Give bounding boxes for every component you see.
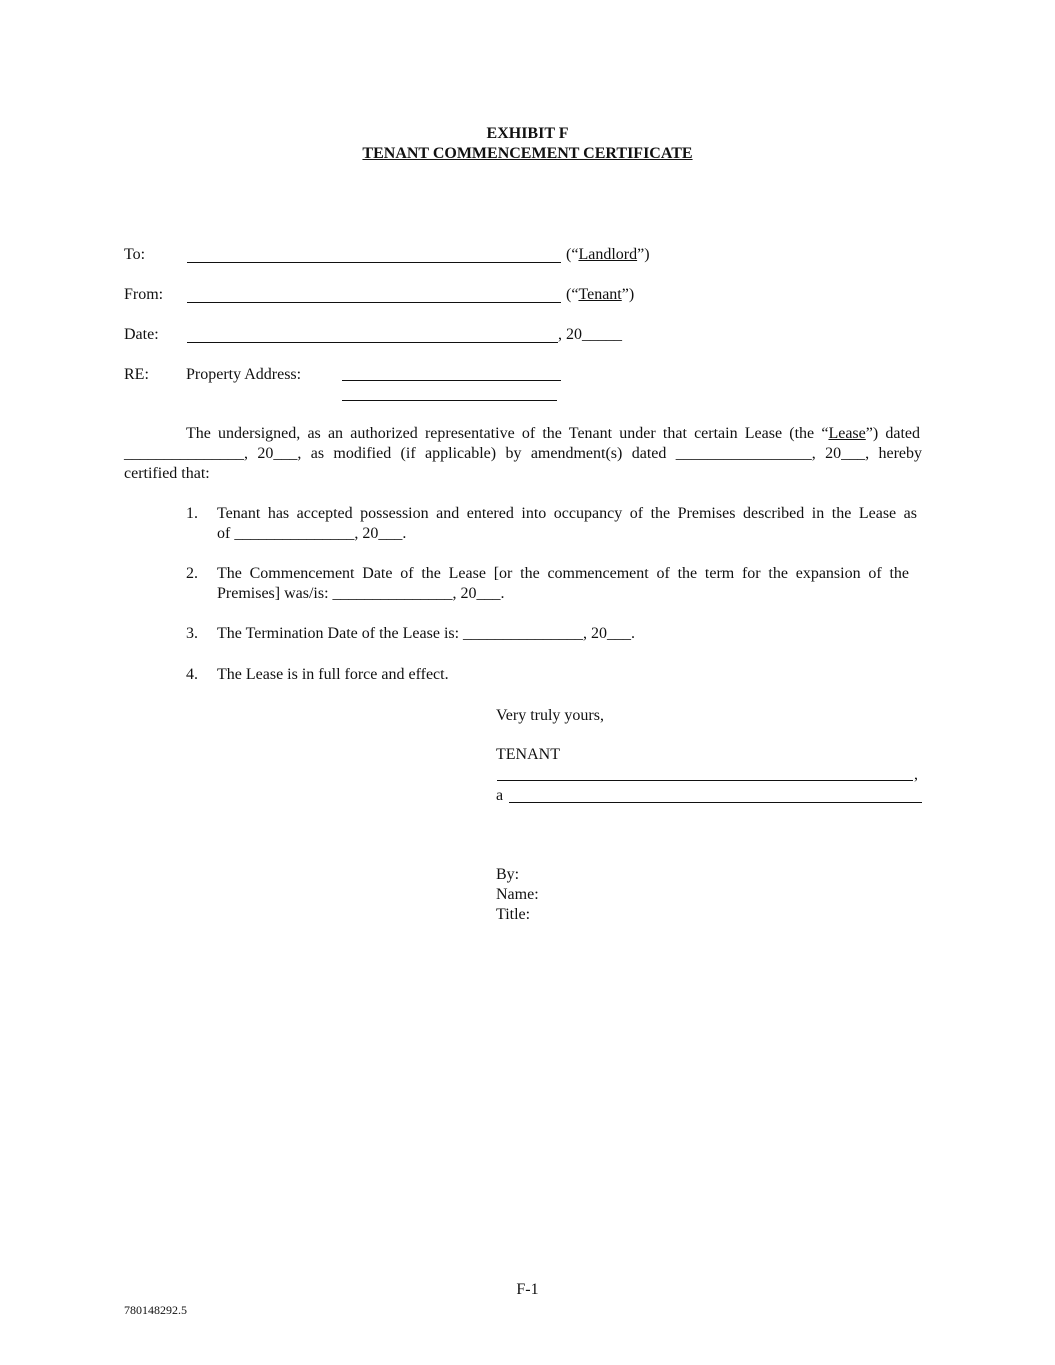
entity-a-label: a	[496, 787, 504, 804]
from-label: From:	[124, 286, 164, 303]
item-3-line-1: The Termination Date of the Lease is: _______________, 20___.	[217, 625, 636, 642]
tenant-defined-term	[566, 285, 634, 305]
tenant-term: Tenant	[578, 286, 622, 303]
intro-line-3: certified that:	[124, 465, 210, 482]
page-number: F-1	[516, 1281, 539, 1298]
from-blank-line[interactable]	[187, 302, 561, 303]
landlord-close-quote: ”)	[637, 246, 650, 263]
lease-term: Lease	[828, 425, 866, 442]
intro-line-1-a: The undersigned, as an authorized representative of the Tenant under that certain Lease (the “	[186, 425, 829, 442]
tenant-name-comma: ,	[914, 766, 918, 783]
intro-line-2: _______________, 20___, as modified (if applicable) by amendment(s) dated _________________, 20___, hereby	[124, 445, 922, 462]
tenant-party-label: TENANT	[496, 746, 560, 763]
date-label: Date:	[124, 326, 159, 343]
intro-line-1-b: ”) dated	[865, 425, 921, 442]
item-1-line-2: of _______________, 20___.	[217, 525, 407, 542]
name-label: Name:	[496, 886, 539, 903]
item-4-line-1: The Lease is in full force and effect.	[217, 666, 449, 683]
to-label: To:	[124, 246, 146, 263]
re-label: RE:	[124, 366, 149, 383]
by-label: By:	[496, 866, 520, 883]
item-number: 2.	[186, 565, 198, 582]
item-1-line-1: Tenant has accepted possession and entered into occupancy of the Premises described in the Lease as	[217, 505, 917, 522]
exhibit-label: EXHIBIT F	[486, 125, 569, 142]
tenant-close-quote: ”)	[621, 286, 635, 303]
property-address-line-2[interactable]	[342, 400, 557, 401]
item-2-line-2: Premises] was/is: _______________, 20___.	[217, 585, 505, 602]
tenant-open-quote: (“	[566, 286, 579, 303]
item-number: 1.	[186, 505, 198, 522]
property-address-line-1[interactable]	[342, 380, 561, 381]
item-number: 3.	[186, 625, 198, 642]
landlord-defined-term	[566, 245, 650, 265]
date-blank-line[interactable]	[187, 342, 558, 343]
title-label: Title:	[496, 906, 531, 923]
item-number: 4.	[186, 666, 198, 683]
tenant-name-line[interactable]	[497, 780, 913, 781]
property-address-label: Property Address:	[186, 366, 302, 383]
intro-line-1	[186, 424, 920, 444]
landlord-term: Landlord	[578, 246, 638, 263]
document-title-text: TENANT COMMENCEMENT CERTIFICATE	[362, 145, 693, 162]
date-year-suffix: , 20_____	[558, 326, 622, 343]
document-number: 780148292.5	[124, 1303, 187, 1317]
to-blank-line[interactable]	[187, 262, 561, 263]
entity-type-line[interactable]	[509, 802, 922, 803]
landlord-open-quote: (“	[566, 246, 579, 263]
item-2-line-1: The Commencement Date of the Lease [or the commencement of the term for the expansion of the	[217, 565, 909, 582]
closing: Very truly yours,	[496, 707, 604, 724]
document-title	[0, 144, 1055, 164]
